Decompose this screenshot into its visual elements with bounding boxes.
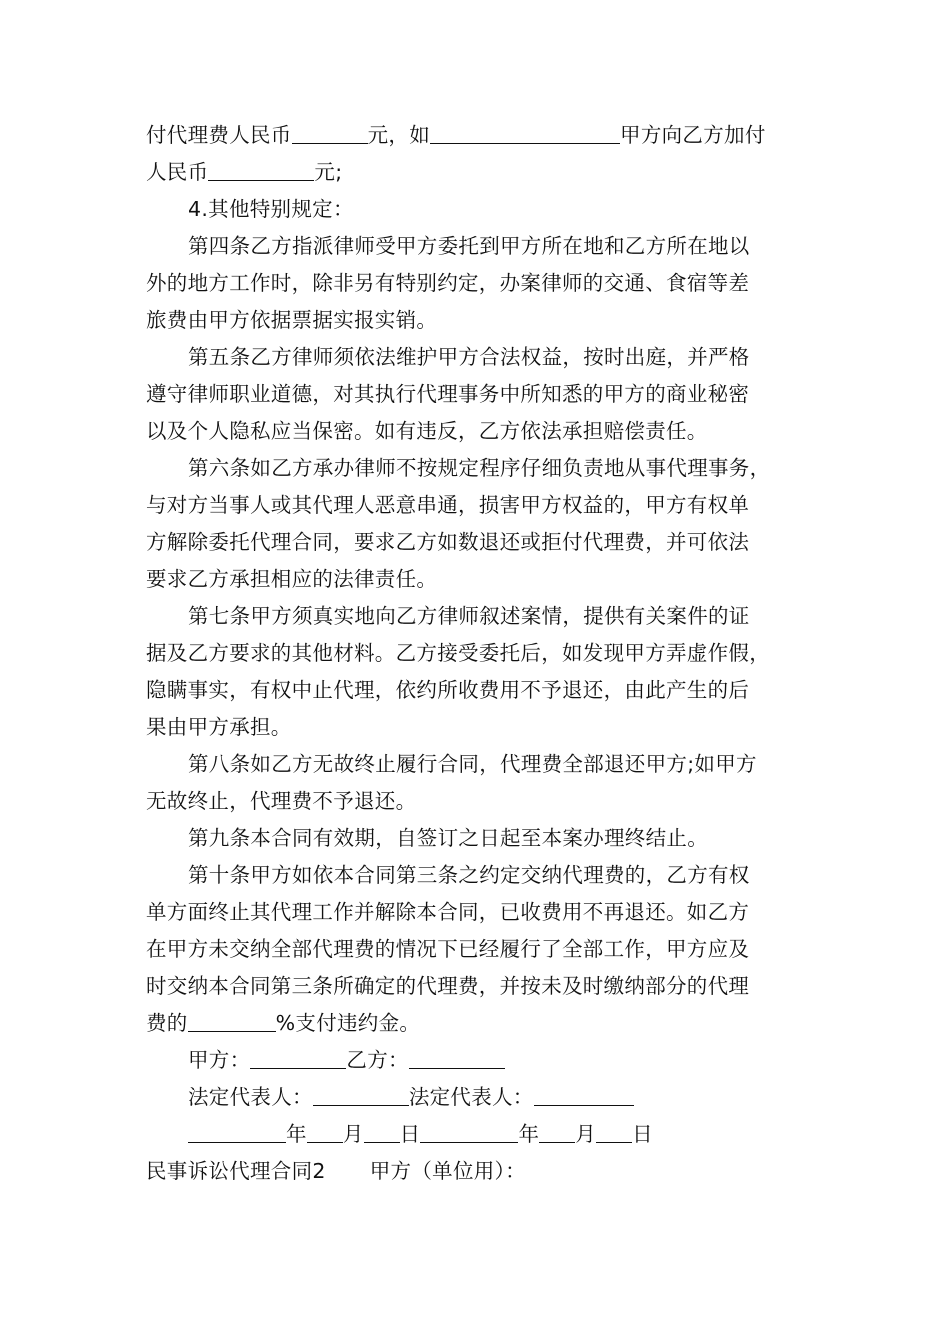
month-label: 月	[575, 1122, 597, 1146]
year-blank[interactable]	[188, 1116, 286, 1143]
paragraph-line	[146, 154, 816, 191]
text-segment: 甲方向乙方加付	[620, 123, 766, 147]
month-label: 月	[342, 1122, 364, 1146]
text-segment: 费的	[146, 1011, 188, 1035]
signature-line-representative	[146, 1079, 816, 1116]
paragraph-line: 单方面终止其代理工作并解除本合同，已收费用不再退还。如乙方	[146, 900, 750, 924]
representative-b-label: 法定代表人：	[408, 1085, 534, 1109]
party-b-label: 乙方：	[346, 1048, 409, 1072]
paragraph-line: 以及个人隐私应当保密。如有违反，乙方依法承担赔偿责任。	[146, 419, 708, 443]
paragraph-line	[146, 117, 816, 154]
fill-in-blank[interactable]	[188, 1005, 276, 1032]
paragraph-line: 方解除委托代理合同，要求乙方如数退还或拒付代理费，并可依法	[146, 530, 750, 554]
next-contract-heading	[146, 1153, 816, 1190]
month-blank[interactable]	[307, 1116, 343, 1143]
paragraph-line: 第五条乙方律师须依法维护甲方合法权益，按时出庭，并严格	[188, 345, 750, 369]
text-segment: 付代理费人民币	[146, 123, 292, 147]
paragraph-line: 隐瞒事实，有权中止代理，依约所收费用不予退还，由此产生的后	[146, 678, 750, 702]
representative-a-label: 法定代表人：	[188, 1085, 313, 1109]
paragraph-line: 要求乙方承担相应的法律责任。	[146, 567, 438, 591]
paragraph-line: 第七条甲方须真实地向乙方律师叙述案情，提供有关案件的证	[188, 604, 750, 628]
day-label: 日	[632, 1122, 653, 1146]
paragraph-line: 果由甲方承担。	[146, 715, 292, 739]
paragraph-line: 据及乙方要求的其他材料。乙方接受委托后，如发现甲方弄虚作假，	[146, 641, 770, 665]
month-blank[interactable]	[539, 1116, 575, 1143]
contract-title: 民事诉讼代理合同2	[146, 1159, 326, 1183]
day-blank[interactable]	[364, 1116, 400, 1143]
fill-in-blank[interactable]	[292, 117, 368, 144]
representative-b-blank[interactable]	[534, 1079, 634, 1106]
party-a-unit-label: 甲方（单位用）：	[369, 1159, 526, 1183]
paragraph-line: 第十条甲方如依本合同第三条之约定交纳代理费的，乙方有权	[188, 863, 750, 887]
year-blank[interactable]	[420, 1116, 518, 1143]
day-label: 日	[399, 1122, 421, 1146]
paragraph-line: 时交纳本合同第三条所确定的代理费，并按未及时缴纳部分的代理	[146, 974, 750, 998]
paragraph-line: 旅费由甲方依据票据实报实销。	[146, 308, 438, 332]
paragraph-line: 在甲方未交纳全部代理费的情况下已经履行了全部工作，甲方应及	[146, 937, 750, 961]
signature-line-date	[146, 1116, 816, 1153]
paragraph-line: 无故终止，代理费不予退还。	[146, 789, 417, 813]
signature-line-party	[146, 1042, 816, 1079]
party-a-blank[interactable]	[250, 1042, 346, 1069]
paragraph-line: 第六条如乙方承办律师不按规定程序仔细负责地从事代理事务，	[188, 456, 771, 480]
document-page	[146, 117, 816, 1190]
paragraph-line: 第四条乙方指派律师受甲方委托到甲方所在地和乙方所在地以	[188, 234, 750, 258]
fill-in-blank[interactable]	[208, 154, 314, 181]
representative-a-blank[interactable]	[313, 1079, 409, 1106]
party-a-label: 甲方：	[188, 1048, 251, 1072]
year-label: 年	[518, 1122, 540, 1146]
text-segment: 元;	[314, 160, 343, 184]
clause-heading: 4.其他特别规定：	[188, 197, 354, 221]
paragraph-line: 第八条如乙方无故终止履行合同，代理费全部退还甲方;如甲方	[188, 752, 757, 776]
paragraph-line: 遵守律师职业道德，对其执行代理事务中所知悉的甲方的商业秘密	[146, 382, 750, 406]
paragraph-line	[146, 1005, 816, 1042]
paragraph-line: 外的地方工作时，除非另有特别约定，办案律师的交通、食宿等差	[146, 271, 750, 295]
text-segment: 人民币	[146, 160, 209, 184]
fill-in-blank[interactable]	[430, 117, 620, 144]
paragraph-line: 第九条本合同有效期，自签订之日起至本案办理终结止。	[188, 826, 708, 850]
text-segment: %支付违约金。	[275, 1011, 421, 1035]
text-segment: 元，如	[367, 123, 431, 147]
party-b-blank[interactable]	[409, 1042, 505, 1069]
year-label: 年	[286, 1122, 307, 1146]
paragraph-line: 与对方当事人或其代理人恶意串通，损害甲方权益的，甲方有权单	[146, 493, 750, 517]
day-blank[interactable]	[596, 1116, 632, 1143]
